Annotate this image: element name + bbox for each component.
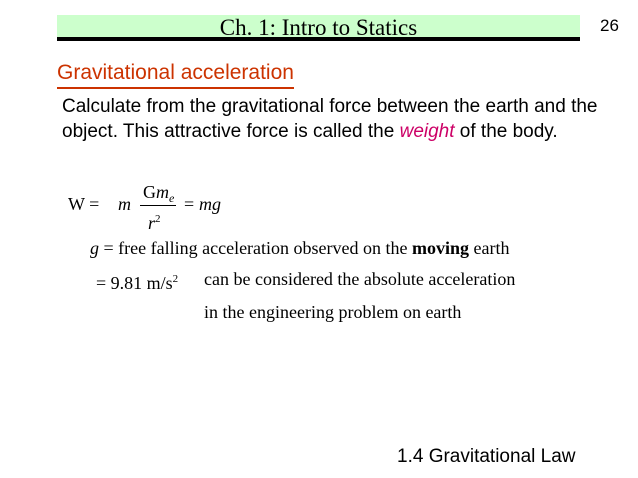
body-text-part1: Calculate from the gravitational force between the earth and the object. This attractive force is called the [62,96,598,142]
equation-lhs: W = [68,194,100,214]
page-number: 26 [600,16,619,35]
slide-title: Ch. 1: Intro to Statics [219,15,418,40]
body-paragraph [62,94,602,144]
definition-bold: moving [412,238,470,258]
equation-rhs: mg [199,194,221,214]
definition-text1: free falling acceleration observed on the [118,238,413,258]
numerator-subscript: e [169,191,175,205]
definition-equals: = [99,238,119,258]
value-description-2: in the engineering problem on earth [204,302,462,322]
value-number: = 9.81 m/s [96,273,173,293]
value-exponent: 2 [172,273,179,285]
denominator-r: r [148,213,156,233]
fraction-bar [140,205,176,206]
denominator-exponent: 2 [155,213,161,225]
equation-equals: = [184,194,195,214]
numerator-m: m [156,182,169,202]
definition-line [90,237,510,259]
footer-section-label: 1.4 Gravitational Law [397,446,576,467]
equation-mass: m [118,194,131,214]
value-line [96,268,178,294]
numerator-g: G [143,182,156,202]
equation-denominator [148,208,161,234]
value-description: can be considered the absolute acceleration [204,269,516,289]
slide-title-bar [57,15,580,41]
definition-var: g [90,238,99,258]
section-heading: Gravitational acceleration [57,60,294,89]
definition-text2: earth [469,238,510,258]
body-text-part2: of the body. [454,121,558,142]
emphasis-weight: weight [399,121,455,142]
